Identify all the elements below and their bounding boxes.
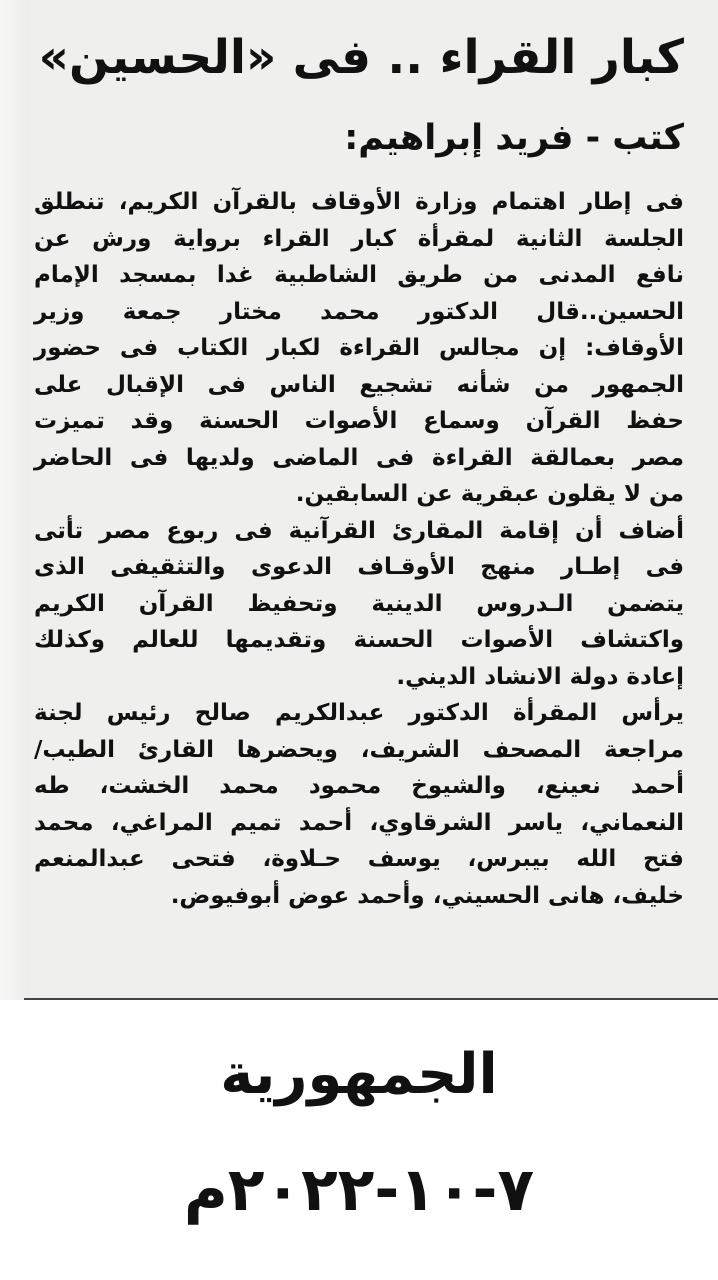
body-line: فتح الله بيبرس، يوسف حـلاوة، فتحى عبدالمنعم (34, 846, 684, 872)
body-line: حفظ القرآن وسماع الأصوات الحسنة وقد تميزت (34, 408, 684, 434)
body-line: مصر بعمالقة القراءة فى الماضى ولديها فى الحاضر (34, 444, 684, 471)
body-line: فى إطـار منهج الأوقـاف الدعوى والتثقيفى الذى (34, 554, 684, 580)
body-line: يتضمن الـدروس الدينية وتحفيظ القرآن الكريم (34, 590, 684, 617)
headline: كبار القراء .. فى «الحسين» (38, 30, 684, 85)
body-line: الجمهور من شأنه تشجيع الناس فى الإقبال على (34, 371, 684, 398)
newspaper-name: الجمهورية (220, 1042, 498, 1107)
body-line: النعماني، ياسر الشرقاوي، أحمد تميم المراغي، محمد (34, 809, 684, 836)
body-line: أحمد نعينع، والشيوخ محمود محمد الخشت، طه (34, 773, 684, 799)
body-line: إعادة دولة الانشاد الديني. (396, 663, 684, 690)
body-line: مراجعة المصحف الشريف، ويحضرها القارئ الطيب/ (34, 736, 684, 763)
article-body (34, 184, 684, 914)
body-line: نافع المدنى من طريق الشاطبية غدا بمسجد الإمام (34, 262, 684, 288)
body-line: من لا يقلون عبقرية عن السابقين. (295, 481, 684, 507)
body-line: فى إطار اهتمام وزارة الأوقاف بالقرآن الكريم، تنطلق (34, 189, 684, 215)
byline: كتب - فريد إبراهيم: (344, 118, 684, 158)
body-line: الحسين..قال الدكتور محمد مختار جمعة وزير (34, 298, 684, 325)
article (34, 10, 684, 914)
body-line: أضاف أن إقامة المقارئ القرآنية فى ربوع مصر تأتى (34, 517, 684, 544)
body-line: خليف، هانى الحسيني، وأحمد عوض أبوفيوض. (170, 882, 684, 909)
body-line: الأوقاف: إن مجالس القراءة لكبار الكتاب فى حضور (34, 335, 684, 361)
scan-shade (0, 0, 30, 1000)
body-line: واكتشاف الأصوات الحسنة وتقديمها للعالم وكذلك (34, 627, 684, 653)
publication-date: ٧-١٠-٢٠٢٢م (183, 1155, 535, 1225)
divider (24, 998, 718, 1000)
body-line: الجلسة الثانية لمقرأة كبار القراء برواية ورش عن (34, 225, 684, 252)
body-line: يرأس المقرأة الدكتور عبدالكريم صالح رئيس لجنة (34, 700, 684, 726)
